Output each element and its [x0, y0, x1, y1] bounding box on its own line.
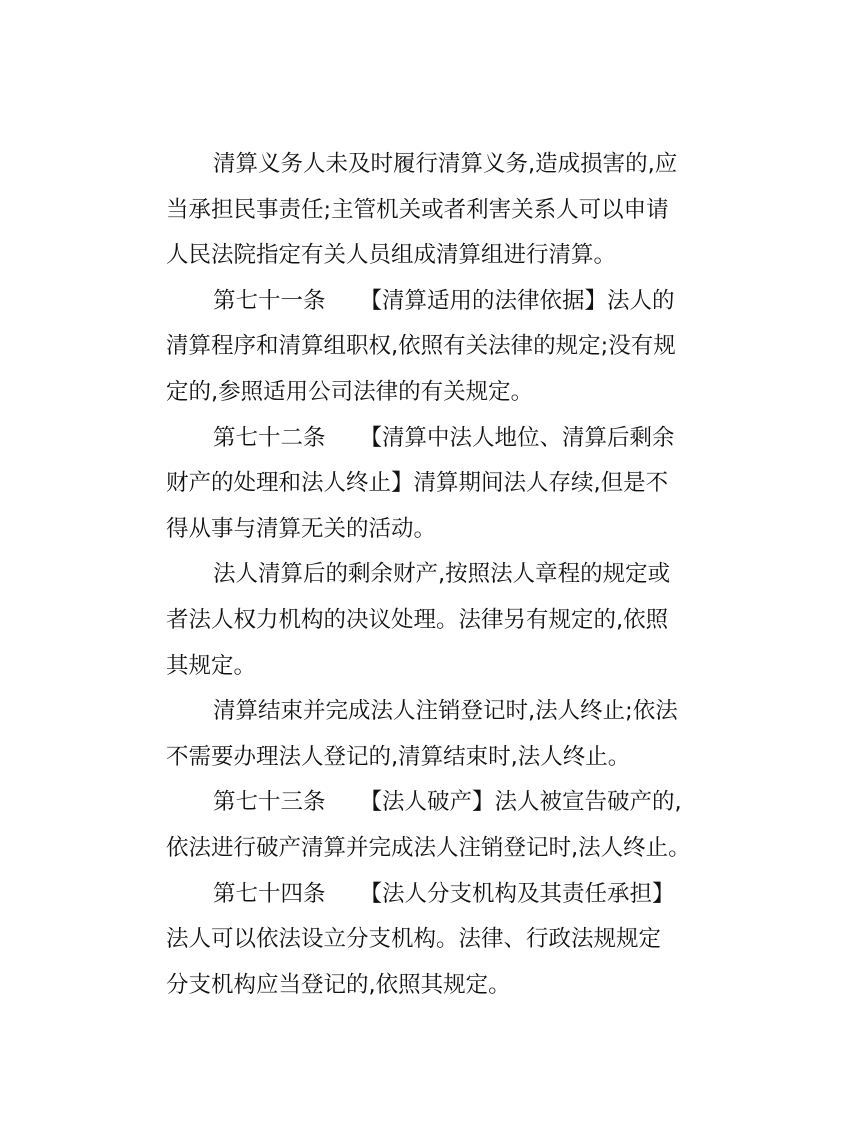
article-number: 第七十四条: [213, 880, 326, 907]
article-title: 【清算适用的法律依据】法人的: [359, 287, 675, 314]
text-line: 分支机构应当登记的,依照其规定。: [166, 971, 511, 998]
article-number: 第七十一条: [213, 287, 326, 314]
text-line: 者法人权力机构的决议处理。法律另有规定的,依照: [166, 606, 669, 633]
text-line: 定的,参照适用公司法律的有关规定。: [166, 378, 534, 405]
article-heading-line: [166, 416, 706, 462]
article-title: 【法人破产】法人被宣告破产的,: [359, 789, 682, 816]
text-line: 不需要办理法人登记的,清算结束时,法人终止。: [166, 743, 631, 770]
article-heading-line: [166, 780, 706, 826]
text-line: 得从事与清算无关的活动。: [166, 515, 437, 542]
text-line: 依法进行破产清算并完成法人注销登记时,法人终止。: [166, 834, 691, 861]
article-heading-line: [166, 872, 706, 918]
text-line: 当承担民事责任;主管机关或者利害关系人可以申请: [166, 196, 669, 223]
text-line: 财产的处理和法人终止】清算期间法人存续,但是不: [166, 470, 669, 497]
text-line: 其规定。: [166, 652, 257, 679]
article-number: 第七十二条: [213, 424, 326, 451]
document-body: [166, 142, 706, 1008]
article-number: 第七十三条: [213, 789, 326, 816]
text-line: 清算结束并完成法人注销登记时,法人终止;依法: [213, 698, 678, 725]
article-title: 【清算中法人地位、清算后剩余: [359, 424, 675, 451]
text-line: 清算义务人未及时履行清算义务,造成损害的,应: [213, 151, 678, 177]
text-line: 人民法院指定有关人员组成清算组进行清算。: [166, 242, 617, 269]
text-line: 清算程序和清算组职权,依照有关法律的规定;没有规: [166, 333, 676, 360]
text-line: 法人清算后的剩余财产,按照法人章程的规定或: [213, 561, 671, 588]
article-heading-line: [166, 279, 706, 325]
text-line: 法人可以依法设立分支机构。法律、行政法规规定: [166, 926, 662, 953]
article-title: 【法人分支机构及其责任承担】: [359, 880, 675, 907]
